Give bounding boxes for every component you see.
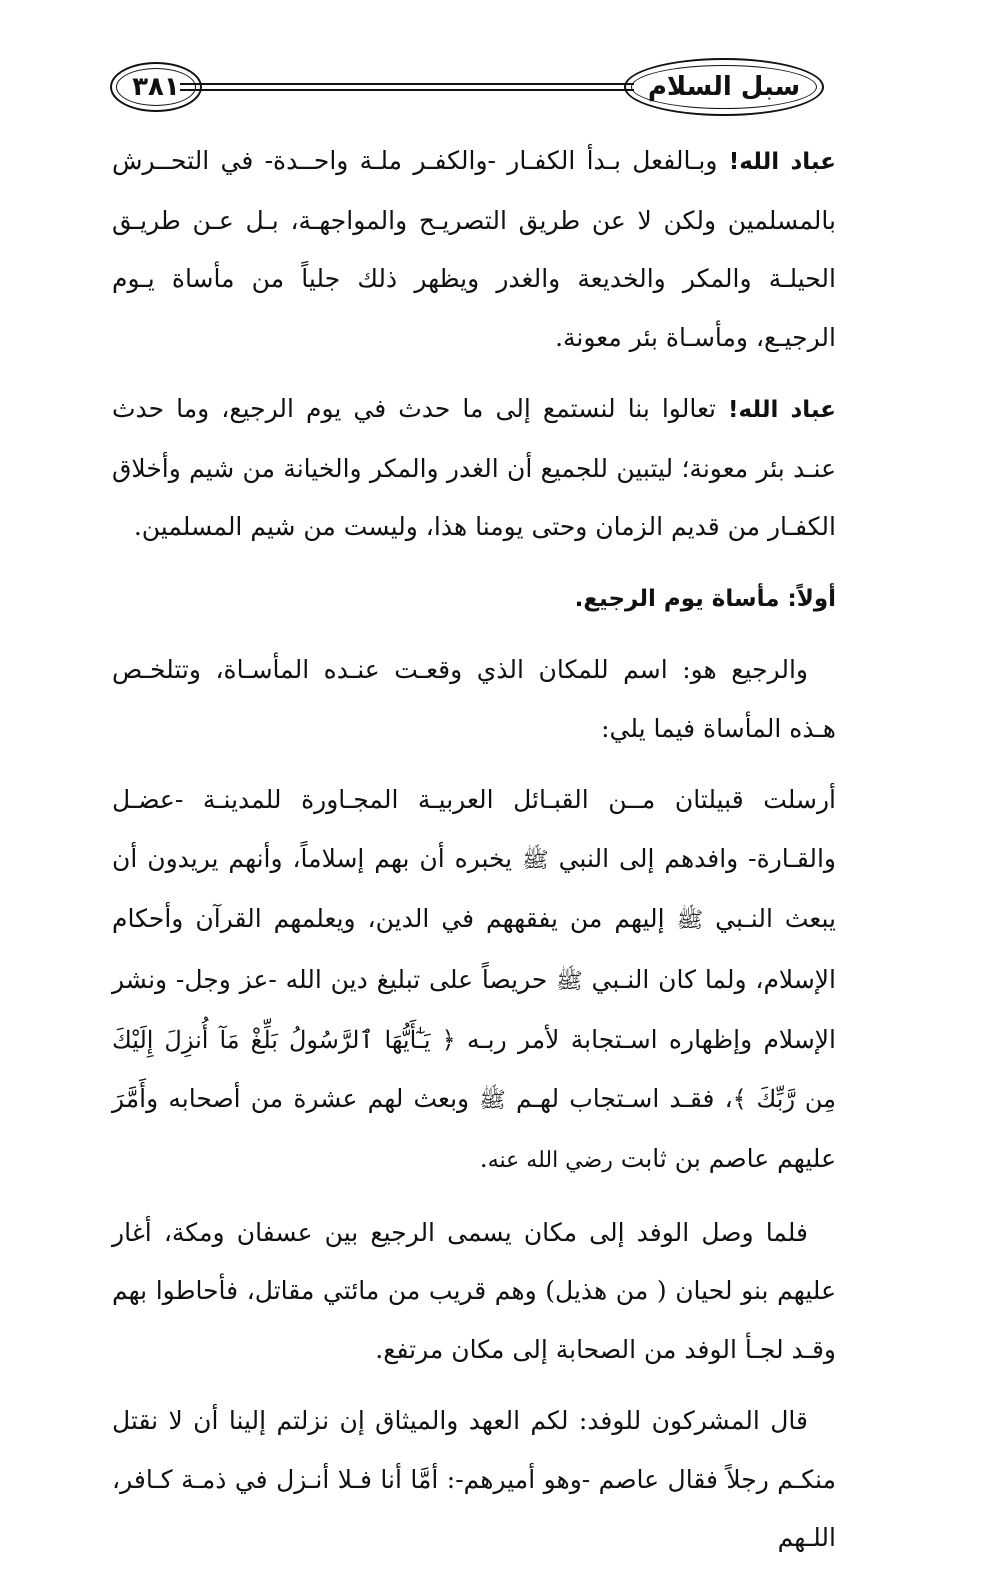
header-rule-bottom (180, 89, 634, 91)
paragraph-text: تعالوا بنا لنستمع إلى ما حدث في يوم الرجيع، وما حدث عنـد بئر معونة؛ ليتبين للجميع أن الغدر والمكر والخيانة من شيم وأخلاق الكفـار من قديم الزمان وحتى يومنا هذا، وليست من شيم المسلمين. (112, 394, 836, 541)
paragraph-definition: والرجيع هو: اسم للمكان الذي وقعـت عنـده المأسـاة، وتتلخـص هـذه المأساة فيما يلي: (112, 655, 836, 743)
page-number: ٣٨١ (132, 72, 180, 102)
story-text: إليهم من يفقههم في الدين، ويعلمهم القرآن وأحكام الإسلام، ولما كان النـبي (112, 904, 836, 994)
paragraph-invitation (112, 380, 836, 557)
page-number-frame (110, 62, 202, 112)
story-text: وبعث لهم عشرة من أصحابه وأَمَّرَ عليهم عاصم بن ثابت (112, 1083, 836, 1173)
story-text: . (479, 1144, 488, 1173)
paragraph-text: وبـالفعل بـدأ الكفـار -والكفـر ملـة واحــدة- في التحــرش بالمسلمين ولكن لا عن طريق التصريـح والمواجهـة، بـل عـن طريـق الحيلـة والمكر والخديعة والغدر ويظهر ذلك جلياً من مأساة يـوم الرجيـع، ومأسـاة بئر معونة. (112, 146, 836, 352)
paragraph-lead: عباد الله! (728, 397, 836, 423)
page-body (112, 132, 836, 1581)
salutation-symbol: ﷺ (676, 908, 704, 933)
page-header (110, 56, 824, 120)
section-heading: أولاً: مأساة يوم الرجيع. (574, 585, 836, 612)
honorific-symbol: رضي الله عنه (487, 1148, 613, 1173)
book-title: سبل السلام (647, 72, 801, 102)
story-text: أرسلت قبيلتان مــن القبـائل العربيـة المجـاورة للمدينـة -عضـل والقـارة- وافدهم إلى النبي (112, 785, 836, 873)
story-text: يخبره أن بهم إسلاماً، وأنهم يريدون أن يبعث النـبي (112, 843, 836, 933)
salutation-symbol: ﷺ (556, 968, 583, 994)
salutation-symbol: ﷺ (479, 1087, 506, 1113)
story-text: حريصاً على تبليغ دين الله -عز وجل- ونشر الإسلام وإظهاره اسـتجابة لأمر ربـه (112, 964, 836, 1054)
paragraph-story (112, 771, 836, 1191)
salutation-symbol: ﷺ (522, 847, 549, 873)
header-rule-top (180, 83, 634, 85)
paragraph-lead: عباد الله! (728, 149, 837, 175)
book-title-frame (624, 58, 824, 116)
quran-verse: ﴿ يَـٰٓأَيُّهَا ٱلرَّسُولُ بَلِّغْ مَآ أُنزِلَ إِلَيْكَ مِن رَّبِّكَ ﴾ (112, 1026, 836, 1113)
paragraph-final: قال المشركون للوفد: لكم العهد والميثاق إن نزلتم إلينا أن لا نقتل منكـم رجلاً فقال عاصم -وهو أميرهم-: أمَّا أنا فـلا أنـزل في ذمـة كـافر، اللـهم (112, 1406, 836, 1552)
paragraph-harassment (112, 132, 836, 367)
story-text: ، فقـد اسـتجاب لهـم (505, 1083, 733, 1113)
paragraph-arrival: فلما وصل الوفد إلى مكان يسمى الرجيع بين عسفان ومكة، أغار عليهم بنو لحيان ( من هذيل) وهم قريب من مائتي مقاتل، فأحاطوا بهم وقـد لجـأ الوفد من الصحابة إلى مكان مرتفع. (112, 1217, 836, 1364)
